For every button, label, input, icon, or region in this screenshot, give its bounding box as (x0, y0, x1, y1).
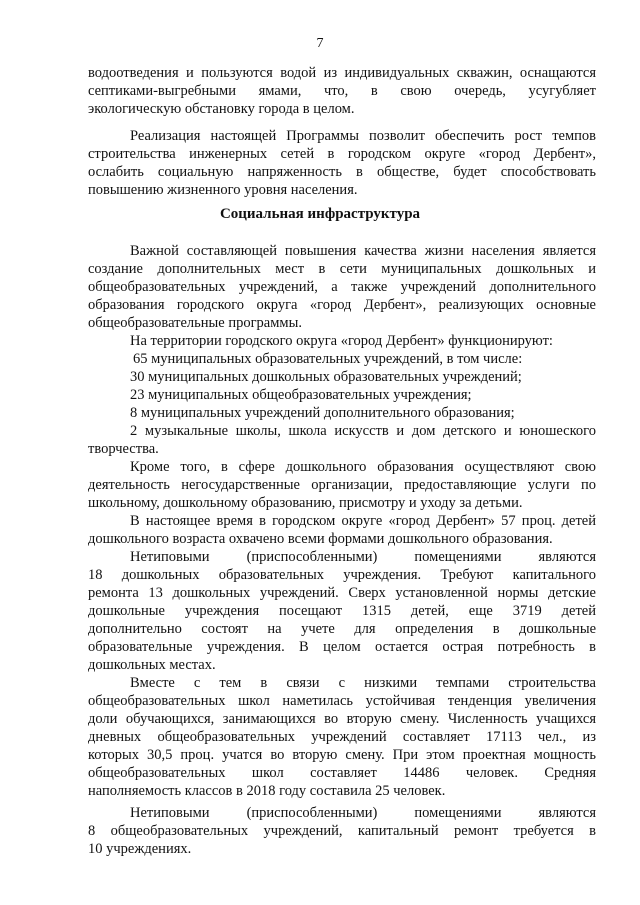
paragraph-line: общеобразовательные программы. (88, 315, 302, 331)
list-item: 8 муниципальных учреждений дополнительного образования; (130, 405, 515, 421)
list-item: 65 муниципальных образовательных учреждений, в том числе: (133, 351, 523, 367)
paragraph-line: школьному, дошкольному образованию, присмотру и уходу за детьми. (88, 495, 523, 511)
paragraph-line: ремонта 13 дошкольных учреждений. Сверх установленной нормы детские (88, 585, 596, 601)
paragraph-line: дневных общеобразовательных учреждений составляет 17113 чел., из (88, 729, 596, 745)
paragraph-line: Кроме того, в сфере дошкольного образования осуществляют свою (130, 459, 596, 475)
paragraph-line: дошкольные учреждения посещают 1315 детей, еще 3719 детей (88, 603, 596, 619)
paragraph-line: общеобразовательных школ составляет 14486 человек. Средняя (88, 765, 596, 781)
paragraph-line: септиками-выгребными ямами, что, в свою очередь, усугубляет (88, 83, 596, 99)
paragraph-line: ослабить социальную напряженность в обществе, будет способствовать (88, 164, 596, 180)
paragraph-line: наполняемость классов в 2018 году составила 25 человек. (88, 783, 446, 799)
section-heading: Социальная инфраструктура (219, 206, 421, 222)
paragraph-line: создание дополнительных мест в сети муниципальных дошкольных и (88, 261, 596, 277)
paragraph-line: дошкольных местах. (88, 657, 216, 673)
paragraph-line: экологическую обстановку города в целом. (88, 101, 355, 117)
paragraph-line: Вместе с тем в связи с низкими темпами строительства (130, 675, 596, 691)
paragraph-line: строительства инженерных сетей в городском округе «город Дербент», (88, 146, 596, 162)
paragraph-line: В настоящее время в городском округе «город Дербент» 57 проц. детей (130, 513, 596, 529)
paragraph-line: дополнительно состоят на учете для определения в дошкольные (88, 621, 596, 637)
paragraph-line: На территории городского округа «город Дербент» функционируют: (130, 333, 553, 349)
paragraph-line: водоотведения и пользуются водой из индивидуальных скважин, оснащаются (88, 65, 596, 81)
paragraph-line: Нетиповыми (приспособленными) помещениями являются (130, 549, 596, 565)
paragraph-line: которых 30,5 проц. учатся во вторую смену. При этом проектная мощность (88, 747, 596, 763)
list-item: 23 муниципальных общеобразовательных учреждения; (130, 387, 472, 403)
list-item: 30 муниципальных дошкольных образовательных учреждений; (130, 369, 522, 385)
paragraph-line: деятельность негосударственные организации, предоставляющие услуги по (88, 477, 596, 493)
paragraph-line: 2 музыкальные школы, школа искусств и дом детского и юношеского (130, 423, 596, 439)
paragraph-line: 10 учреждениях. (88, 841, 192, 857)
paragraph-line: творчества. (88, 441, 159, 457)
paragraph-line: повышению жизненного уровня населения. (88, 182, 358, 198)
paragraph-line: образовательные учреждения. В целом остается острая потребность в (88, 639, 596, 655)
paragraph-line: Реализация настоящей Программы позволит обеспечить рост темпов (130, 128, 596, 144)
paragraph-line: Важной составляющей повышения качества жизни населения является (130, 243, 596, 259)
paragraph-line: 18 дошкольных образовательных учреждения. Требуют капитального (88, 567, 596, 583)
paragraph-line: общеобразовательных школ наметилась устойчивая тенденция увеличения (88, 693, 596, 709)
paragraph-line: Нетиповыми (приспособленными) помещениями являются (130, 805, 596, 821)
page-number: 7 (316, 36, 324, 51)
paragraph-line: 8 общеобразовательных учреждений, капитальный ремонт требуется в (88, 823, 596, 839)
paragraph-line: образования городского округа «город Дербент», реализующих основные (88, 297, 596, 313)
paragraph-line: дошкольного возраста охвачено всеми формами дошкольного образования. (88, 531, 553, 547)
paragraph-line: доли обучающихся, занимающихся во вторую смену. Численность учащихся (88, 711, 596, 727)
paragraph-line: общеобразовательных учреждений, а также учреждений дополнительного (88, 279, 596, 295)
